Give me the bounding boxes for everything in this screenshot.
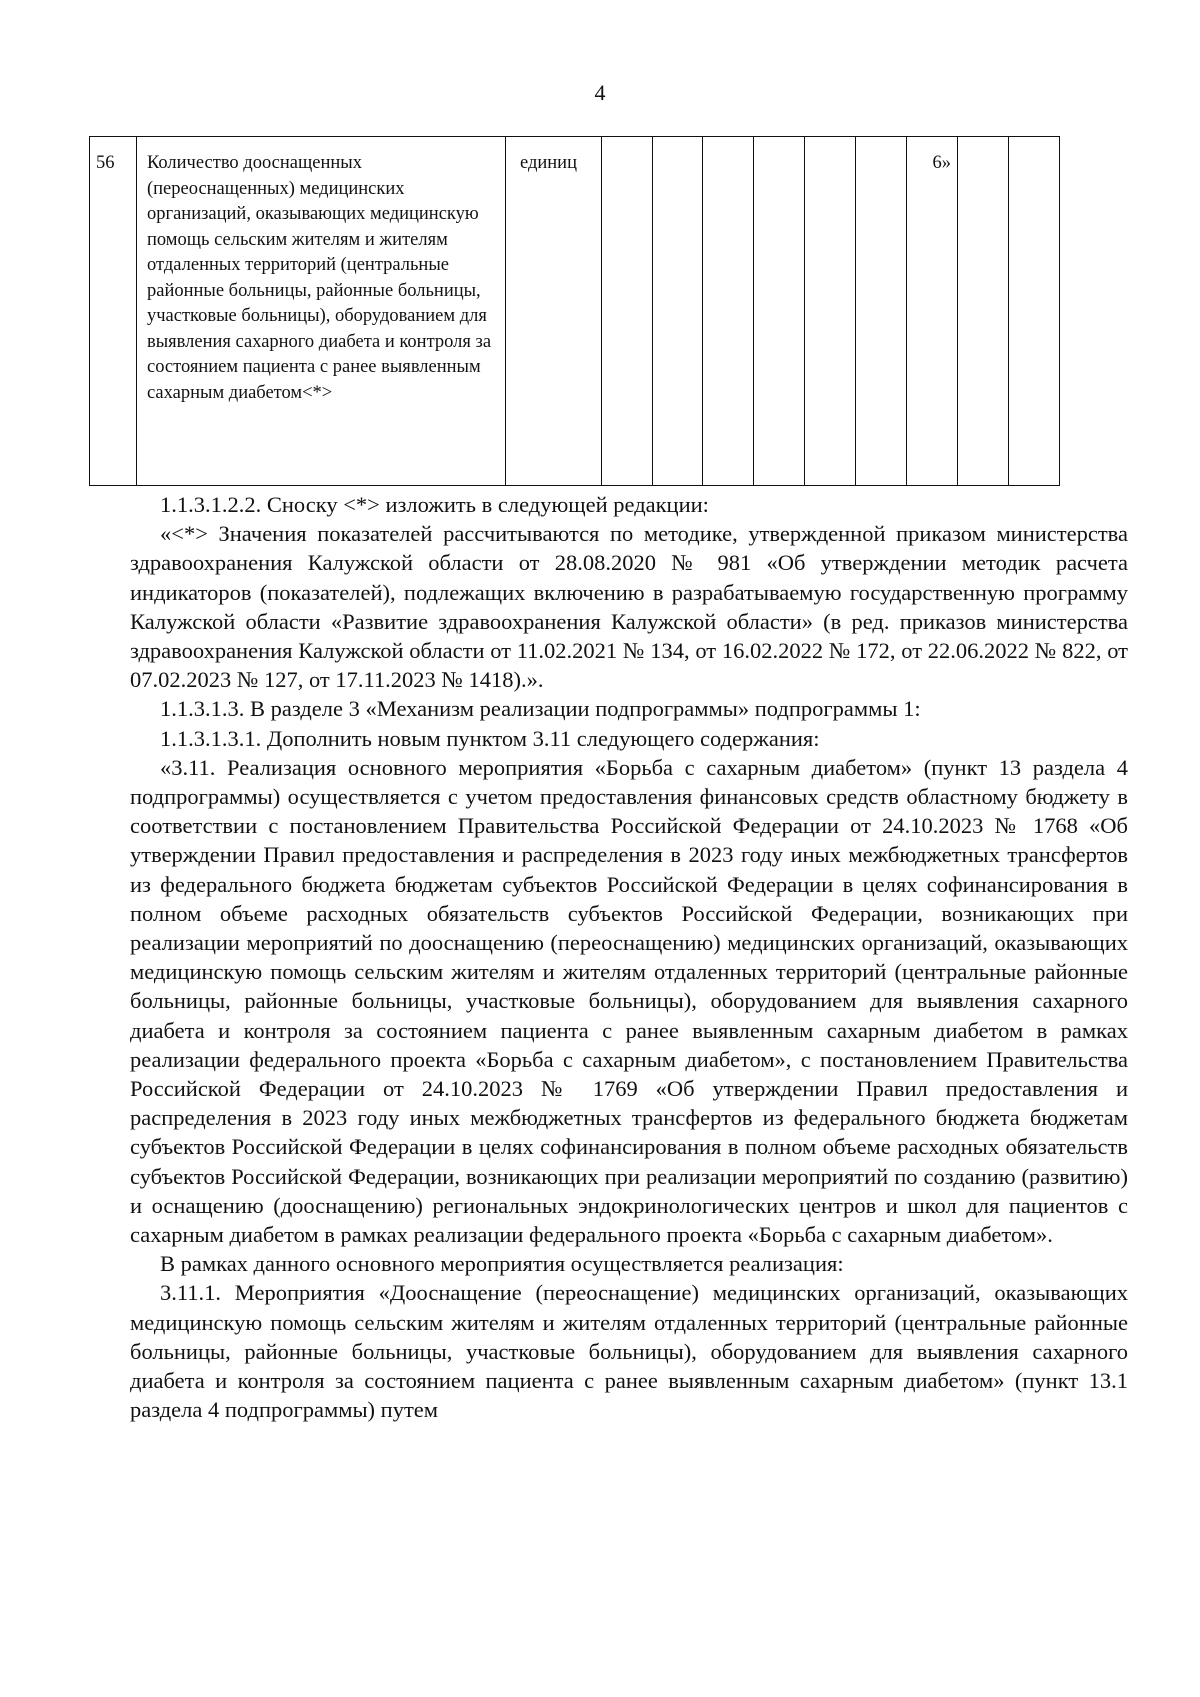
indicator-table [89, 136, 1060, 486]
table-row [90, 137, 1060, 486]
value-cell-empty [754, 137, 805, 486]
value-cell-empty [602, 137, 653, 486]
paragraph: В рамках данного основного мероприятия осуществляется реализация: [160, 1251, 844, 1277]
paragraph: 3.11.1. Мероприятия «Дооснащение (переоснащение) медицинских организаций, оказывающих медицинскую помощь сельским жителям и жителям отдаленных территорий (центральные районные больницы, районные больницы, участковые больницы), оборудованием для выявления сахарного диабета и контроля за состоянием пациента с ранее выявленным сахарным диабетом» (пункт 13.1 раздела 4 подпрограммы) путем [130, 1280, 1128, 1423]
paragraph: 1.1.3.1.3.1. Дополнить новым пунктом 3.11 следующего содержания: [160, 725, 820, 751]
unit-cell: единиц [506, 137, 602, 486]
value-cell: 6» [907, 137, 958, 486]
value-cell-empty [1009, 137, 1060, 486]
value-cell-empty [856, 137, 907, 486]
paragraph: «<*> Значения показателей рассчитываются по методике, утвержденной приказом министерства здравоохранения Калужской области от 28.08.2020 № 981 «Об утверждении методик расчета индикаторов (показателей), подлежащих включению в разрабатываемую государственную программу Калужской области «Развитие здравоохранения Калужской области» (в ред. приказов министерства здравоохранения Калужской области от 11.02.2021 № 134, от 16.02.2022 № 172, от 22.06.2022 № 822, от 07.02.2023 № 127, от 17.11.2023 № 1418).». [130, 521, 1128, 693]
indicator-name-cell: Количество дооснащенных (переоснащенных) медицинских организаций, оказывающих медицинскую помощь сельским жителям и жителям отдаленных территорий (центральные районные больницы, районные больницы, участковые больницы), оборудованием для выявления сахарного диабета и контроля за состоянием пациента с ранее выявленным сахарным диабетом<*> [137, 137, 506, 486]
value-cell-empty [653, 137, 703, 486]
paragraph: «3.11. Реализация основного мероприятия «Борьба с сахарным диабетом» (пункт 13 раздела 4 подпрограммы) осуществляется с учетом предоставления финансовых средств областному бюджету в соответствии с постановлением Правительства Российской Федерации от 24.10.2023 № 1768 «Об утверждении Правил предоставления и распределения в 2023 году иных межбюджетных трансфертов из федерального бюджета бюджетам субъектов Российской Федерации в целях софинансирования в полном объеме расходных обязательств субъектов Российской Федерации, возникающих при реализации мероприятий по дооснащению (переоснащению) медицинских организаций, оказывающих медицинскую помощь сельским жителям и жителям отдаленных территорий (центральные районные больницы, районные больницы, участковые больницы), оборудованием для выявления сахарного диабета и контроля за состоянием пациента с ранее выявленным сахарным диабетом в рамках реализации федерального проекта «Борьба с сахарным диабетом», с постановлением Правительства Российской Федерации от 24.10.2023 № 1769 «Об утверждении Правил предоставления и распределения в 2023 году иных межбюджетных трансфертов из федерального бюджета бюджетам субъектов Российской Федерации в целях софинансирования в полном объеме расходных обязательств субъектов Российской Федерации, возникающих при реализации мероприятий по созданию (развитию) и оснащению (дооснащению) региональных эндокринологических центров и школ для пациентов с сахарным диабетом в рамках реализации федерального проекта «Борьба с сахарным диабетом». [130, 754, 1128, 1248]
value-cell-empty [958, 137, 1009, 486]
paragraph: 1.1.3.1.2.2. Сноску <*> изложить в следующей редакции: [160, 492, 709, 517]
value-cell-empty [805, 137, 856, 486]
document-body [130, 490, 1128, 1425]
row-number-cell: 56 [90, 137, 137, 486]
paragraph: 1.1.3.1.3. В разделе 3 «Механизм реализации подпрограммы» подпрограммы 1: [160, 696, 921, 722]
page-number: 4 [594, 80, 606, 105]
value-cell-empty [703, 137, 754, 486]
